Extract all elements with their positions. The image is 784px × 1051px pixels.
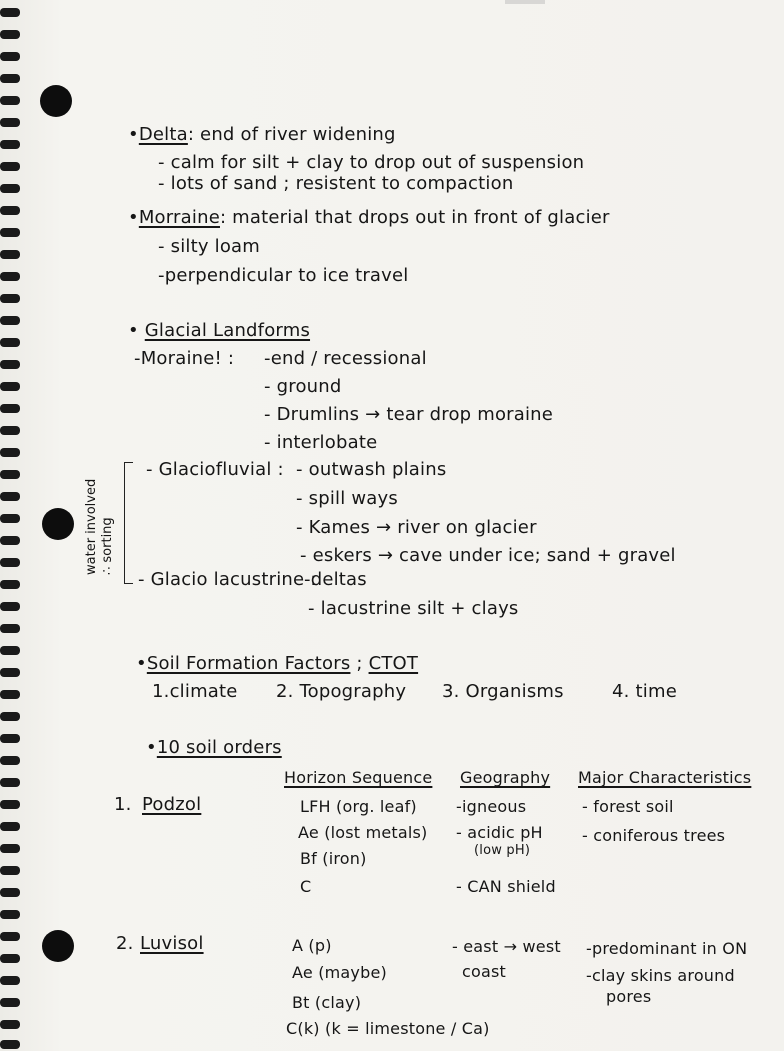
morraine-definition: : material that drops out in front of glacier — [219, 207, 610, 228]
factor-climate: 1.climate — [152, 681, 238, 702]
glaciofluvial-item-4: - eskers → cave under ice; sand + gravel — [300, 545, 676, 566]
order-2-horizon-2: Ae (maybe) — [292, 963, 387, 982]
moraine-item-4: - interlobate — [264, 432, 378, 453]
order-2-geography-1: - east → west — [452, 937, 561, 956]
delta-heading: Delta — [138, 124, 188, 145]
side-bracket — [124, 462, 133, 584]
delta-line: •Delta: end of river widening — [128, 124, 396, 145]
side-note-line-2: ∴ sorting — [100, 517, 115, 575]
soil-orders-line: •10 soil orders — [146, 737, 282, 758]
soil-formation-acronym: CTOT — [368, 653, 419, 674]
punch-hole-top — [40, 85, 72, 117]
delta-point-2: - lots of sand ; resistent to compaction — [158, 173, 514, 194]
column-horizon-sequence: Horizon Sequence — [284, 768, 433, 787]
factor-time: 4. time — [612, 681, 677, 702]
order-2-horizon-4: C(k) (k = limestone / Ca) — [286, 1019, 490, 1038]
delta-definition: : end of river widening — [187, 124, 396, 145]
column-major-characteristics: Major Characteristics — [578, 768, 752, 787]
order-2-name: Luvisol — [140, 933, 204, 954]
order-1-horizon-1: LFH (org. leaf) — [300, 797, 417, 816]
order-1-characteristic-1: - forest soil — [582, 797, 674, 816]
order-2-horizon-3: Bt (clay) — [292, 993, 362, 1012]
page-top-mark — [505, 0, 545, 4]
moraine-item-2: - ground — [264, 376, 342, 397]
order-1-horizon-3: Bf (iron) — [300, 849, 367, 868]
factor-topography: 2. Topography — [276, 681, 407, 702]
glacial-landforms-line: • Glacial Landforms — [128, 320, 311, 341]
order-1-geography-1: -igneous — [456, 797, 527, 816]
morraine-line: •Morraine: material that drops out in front of glacier — [128, 207, 610, 228]
soil-formation-separator: ; — [350, 653, 369, 674]
order-1-horizon-2: Ae (lost metals) — [298, 823, 428, 842]
glacial-landforms-heading: Glacial Landforms — [144, 320, 311, 341]
soil-formation-heading: Soil Formation Factors — [146, 653, 351, 674]
morraine-point-1: - silty loam — [158, 236, 261, 257]
punch-hole-middle — [42, 508, 74, 540]
order-2-horizon-1: A (p) — [292, 936, 332, 955]
glaciofluvial-item-3: - Kames → river on glacier — [296, 517, 537, 538]
side-note-line-1: water involved — [84, 478, 99, 575]
order-1-horizon-4: C — [300, 877, 312, 896]
soil-formation-line: •Soil Formation Factors ; CTOT — [136, 653, 419, 674]
moraine-item-1: -end / recessional — [264, 348, 427, 369]
side-note — [84, 455, 116, 575]
order-1-characteristic-2: - coniferous trees — [582, 826, 726, 845]
order-2-geography-2: coast — [462, 962, 506, 981]
column-geography: Geography — [460, 768, 551, 787]
order-1-name: Podzol — [142, 794, 202, 815]
moraine-item-3: - Drumlins → tear drop moraine — [264, 404, 554, 425]
order-1-geography-2: - acidic pH — [456, 823, 543, 842]
glaciolacustrine-label: - Glacio lacustrine : — [138, 569, 317, 590]
moraine-label: -Moraine! : — [134, 348, 235, 369]
order-1-number: 1. — [114, 794, 132, 815]
morraine-point-2: -perpendicular to ice travel — [158, 265, 409, 286]
order-2-number: 2. — [116, 933, 134, 954]
order-2-characteristic-3: pores — [606, 987, 652, 1006]
spiral-binding — [0, 0, 28, 1051]
delta-point-1: - calm for silt + clay to drop out of suspension — [158, 152, 585, 173]
glaciolacustrine-item-1: -deltas — [304, 569, 367, 590]
factor-organisms: 3. Organisms — [442, 681, 564, 702]
order-2-characteristic-1: -predominant in ON — [586, 939, 748, 958]
glaciofluvial-item-2: - spill ways — [296, 488, 398, 509]
order-1-geography-4: - CAN shield — [456, 877, 556, 896]
glaciofluvial-label: - Glaciofluvial : — [146, 459, 284, 480]
order-1-geography-3: (low pH) — [474, 843, 531, 858]
punch-hole-bottom — [42, 930, 74, 962]
order-2-characteristic-2: -clay skins around — [586, 966, 735, 985]
glaciofluvial-item-1: - outwash plains — [296, 459, 447, 480]
soil-orders-heading: 10 soil orders — [156, 737, 282, 758]
glaciolacustrine-item-2: - lacustrine silt + clays — [308, 598, 519, 619]
morraine-heading: Morraine — [138, 207, 220, 228]
